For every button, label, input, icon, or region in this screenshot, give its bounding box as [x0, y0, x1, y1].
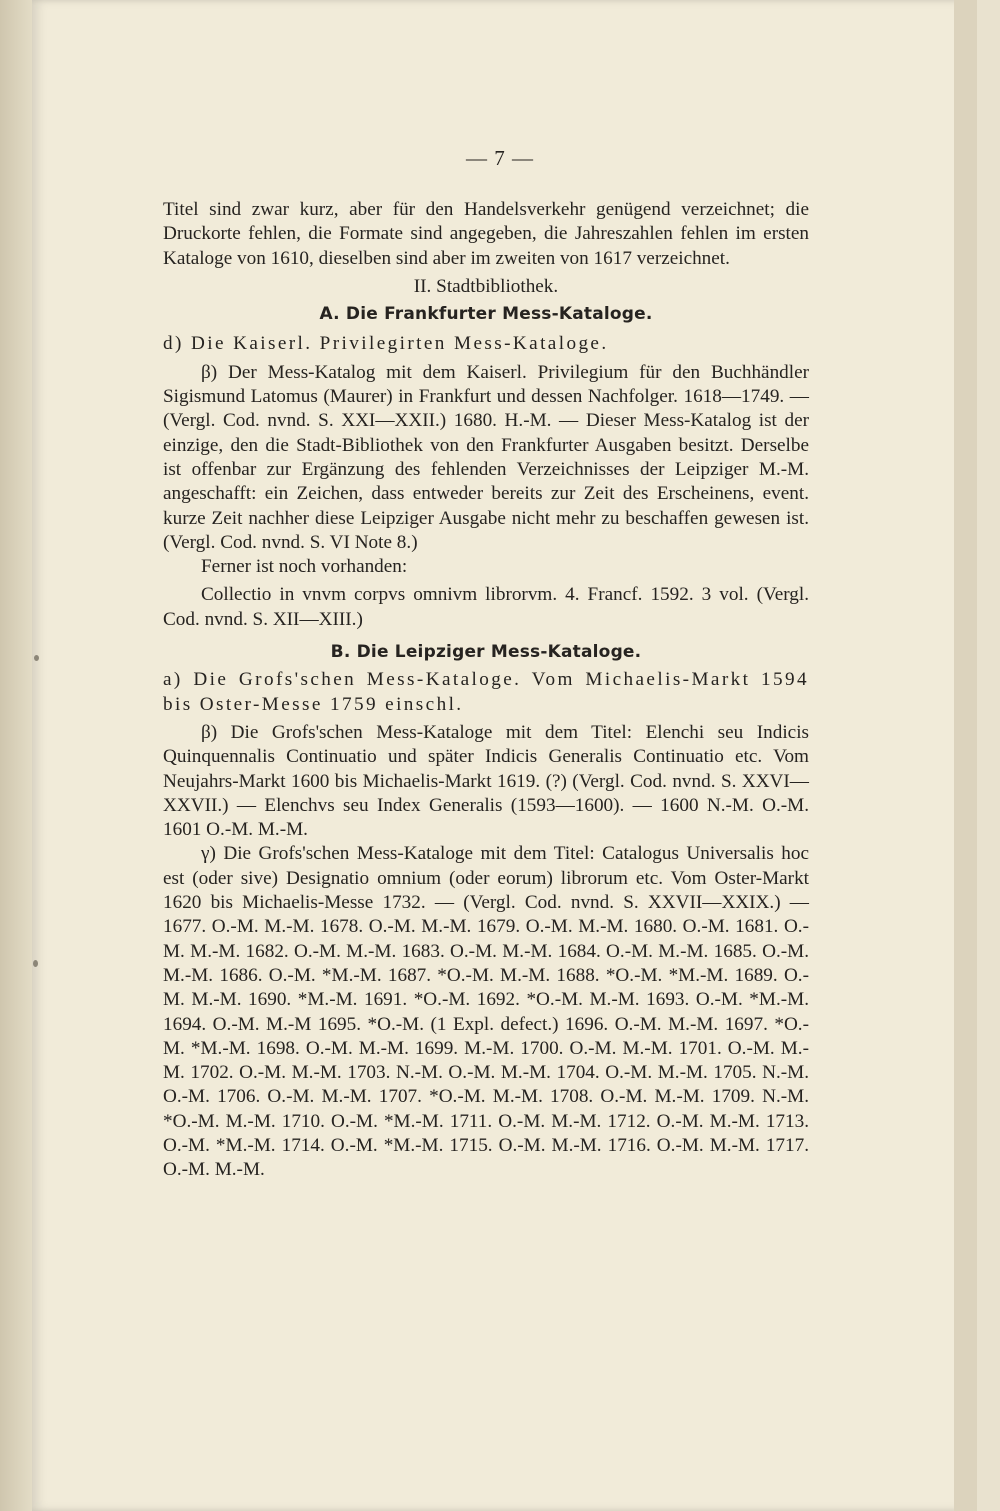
intro-paragraph: Titel sind zwar kurz, aber für den Handelsverkehr genügend verzeichnet; die Druckorte fehlen, die Formate sind angegeben, die Jahreszahlen fehlen im ersten Kataloge von 1610, dieselben sind aber im zweiten von 1617 verzeichnet.: [163, 199, 809, 269]
paragraph-catalogus: γ) Die Grofs'schen Mess-Kataloge mit dem Titel: Catalogus Universalis hoc est (oder sive) Designatio omnium (oder eorum) librorum etc. Vom Oster-Markt 1620 bis Michaelis-Messe 1732. — (Vergl. Cod. nvnd. S. XXVII—XXIX.) — 1677. O.-M. M.-M. 1678. O.-M. M.-M. 1679. O.-M. M.-M. 1680. O.-M. 1681. O.-M. M.-M. 1682. O.-M. M.-M. 1683. O.-M. M.-M. 1684. O.-M. M.-M. 1685. O.-M. M.-M. 1686. O.-M. *M.-M. 1687. *O.-M. M.-M. 1688. *O.-M. *M.-M. 1689. O.-M. M.-M. 1690. *M.-M. 1691. *O.-M. 1692. *O.-M. M.-M. 1693. O.-M. *M.-M. 1694. O.-M. M.-M 1695. *O.-M. (1 Expl. defect.) 1696. O.-M. M.-M. 1697. *O.-M. *M.-M. 1698. O.-M. M.-M. 1699. M.-M. 1700. O.-M. M.-M. 1701. O.-M. M.-M. 1702. O.-M. M.-M. 1703. N.-M. O.-M. M.-M. 1704. O.-M. M.-M. 1705. N.-M. O.-M. 1706. O.-M. M.-M. 1707. *O.-M. M.-M. 1708. O.-M. M.-M. 1709. N.-M. *O.-M. M.-M. 1710. O.-M. *M.-M. 1711. O.-M. M.-M. 1712. O.-M. M.-M. 1713. O.-M. *M.-M. 1714. O.-M. *M.-M. 1715. O.-M. M.-M. 1716. O.-M. M.-M. 1717. O.-M. M.-M.: [163, 843, 809, 1181]
paragraph-elenchi: β) Die Grofs'schen Mess-Kataloge mit dem Titel: Elenchi seu Indicis Quinquennalis Continuatio und später Indicis Generalis Continuatio etc. Vom Neujahrs-Markt 1600 bis Michaelis-Markt 1619. (?) (Vergl. Cod. nvnd. S. XXVI—XXVII.) — Elenchvs seu Index Generalis (1593—1600). — 1600 N.-M. O.-M. 1601 O.-M. M.-M.: [163, 721, 809, 841]
page-gutter: [0, 0, 32, 1511]
heading-leipzig: B. Die Leipziger Mess-Kataloge.: [330, 642, 642, 663]
text-block: [163, 198, 809, 1183]
paragraph-collectio: Collectio in vnvm corpvs omnivm librorvm. 4. Francf. 1592. 3 vol. (Vergl. Cod. nvnd. S. XII—XIII.): [163, 584, 809, 630]
paper-fleck: [34, 655, 39, 661]
subheading-grofs: a) Die Grofs'schen Mess-Kataloge. Vom Michaelis-Markt 1594 bis Oster-Messe 1759 einschl.: [163, 669, 809, 715]
page-number: — 7 —: [466, 146, 534, 170]
paragraph-ferner: Ferner ist noch vorhanden:: [201, 556, 408, 578]
section-title: II. Stadtbibliothek.: [413, 275, 559, 297]
subheading-privilegirten: d) Die Kaiserl. Privilegirten Mess-Kataloge.: [163, 333, 609, 355]
page-edge: [954, 0, 977, 1511]
paragraph-latomus: β) Der Mess-Katalog mit dem Kaiserl. Privilegium für den Buchhändler Sigismund Latomus (Maurer) in Frankfurt und dessen Nachfolger. 1618—1749. — (Vergl. Cod. nvnd. S. XXI—XXII.) 1680. H.-M. — Dieser Mess-Katalog ist der einzige, den die Stadt-Bibliothek von den Frankfurter Ausgaben besitzt. Derselbe ist offenbar zur Ergänzung des fehlenden Verzeichnisses der Leipziger M.-M. angeschafft: ein Zeichen, dass entweder bereits zur Zeit des Erscheinens, event. kurze Zeit nachher diese Leipziger Ausgabe nicht mehr zu beschaffen gewesen ist. (Vergl. Cod. nvnd. S. VI Note 8.): [163, 361, 809, 553]
paper-fleck: [33, 960, 38, 967]
heading-frankfurt: A. Die Frankfurter Mess-Kataloge.: [319, 304, 653, 325]
